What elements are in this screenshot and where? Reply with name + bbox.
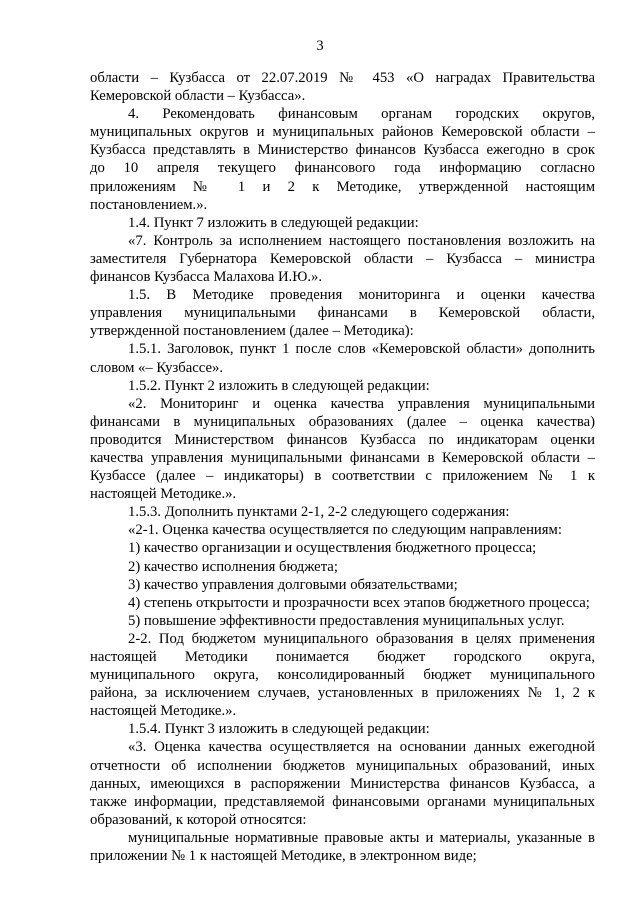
text-line: утвержденной постановлением (далее – Методика): [90,323,414,340]
text-line: приложениям № 1 и 2 к Методике, утвержденной настоящим [90,178,595,195]
text-line: 4. Рекомендовать финансовым органам городских округов, [128,106,595,123]
text-line: 1) качество организации и осуществления бюджетного процесса; [128,540,537,557]
text-line: Кузбассе (далее – индикаторы) в соответствии с приложением № 1 к [90,468,595,485]
text-line: 1.5. В Методике проведения мониторинга и оценки качества [128,287,595,304]
text-line: 1.5.3. Дополнить пунктами 2-1, 2-2 следующего содержания: [128,504,510,521]
text-line: финансов Кузбасса Малахова И.Ю.». [90,269,323,286]
text-line: 5) повышение эффективности предоставления муниципальных услуг. [128,612,565,629]
text-line: «2. Мониторинг и оценка качества управления муниципальными [128,395,595,412]
text-line: 1.5.4. Пункт 3 изложить в следующей редакции: [128,721,430,738]
text-line: муниципального округа, консолидированный бюджет муниципального [90,667,595,684]
text-line: проводится Министерством финансов Кузбасса по индикаторам оценки [90,431,595,448]
text-line: приложении № 1 к настоящей Методике, в электронном виде; [90,848,477,865]
document-body [90,69,595,865]
text-line: района, за исключением случаев, установленных в приложениях № 1, 2 к [90,685,595,702]
text-line: управления муниципальными финансами в Кемеровской области, [90,305,595,322]
text-line: 2-2. Под бюджетом муниципального образования в целях применения [128,630,595,647]
text-line: 1.5.2. Пункт 2 изложить в следующей редакции: [128,377,430,394]
text-line: «3. Оценка качества осуществляется на основании данных ежегодной [128,739,595,756]
text-line: образований, к которой относятся: [90,811,307,828]
text-line: Кемеровской области – Кузбасса». [90,88,306,105]
text-line: настоящей Методике.». [90,486,237,503]
text-line: настоящей Методике.». [90,703,237,720]
text-line: 4) степень открытости и прозрачности всех этапов бюджетного процесса; [128,594,590,611]
text-line: 3) качество управления долговыми обязательствами; [128,576,458,593]
text-line: постановлением.». [90,196,208,213]
text-line: качества управления муниципальными финансами в Кемеровской области – [90,449,595,466]
text-line: муниципальных округов и муниципальных районов Кемеровской области – [90,124,595,141]
text-line: муниципальные нормативные правовые акты и материалы, указанные в [128,829,595,846]
text-line: финансами в муниципальных образованиях (далее – оценка качества) [90,413,595,430]
text-line: настоящей Методики понимается бюджет городского округа, [90,649,595,665]
text-line: данных, имеющихся в распоряжении Министерства финансов Кузбасса, а [90,775,595,792]
text-line: 1.4. Пункт 7 изложить в следующей редакции: [128,214,419,231]
text-line: до 10 апреля текущего финансового года информацию согласно [90,160,595,177]
text-line: отчетности об исполнении бюджетов муниципальных образований, иных [90,757,595,774]
text-line: заместителя Губернатора Кемеровской области – Кузбасса – министра [90,250,595,267]
text-line: области – Кузбасса от 22.07.2019 № 453 «О наградах Правительства [90,70,595,86]
text-line: словом «– Кузбассе». [90,359,223,376]
text-line: «2-1. Оценка качества осуществляется по следующим направлениям: [128,522,562,539]
text-line: Кузбасса представлять в Министерство финансов Кузбасса ежегодно в срок [90,142,595,159]
text-line: также информации, представляемой финансовыми органами муниципальных [90,793,595,810]
text-line: 1.5.1. Заголовок, пункт 1 после слов «Кемеровской области» дополнить [128,341,595,358]
text-line: «7. Контроль за исполнением настоящего постановления возложить на [128,232,595,249]
page-number: 3 [316,38,324,54]
text-line: 2) качество исполнения бюджета; [128,558,338,575]
